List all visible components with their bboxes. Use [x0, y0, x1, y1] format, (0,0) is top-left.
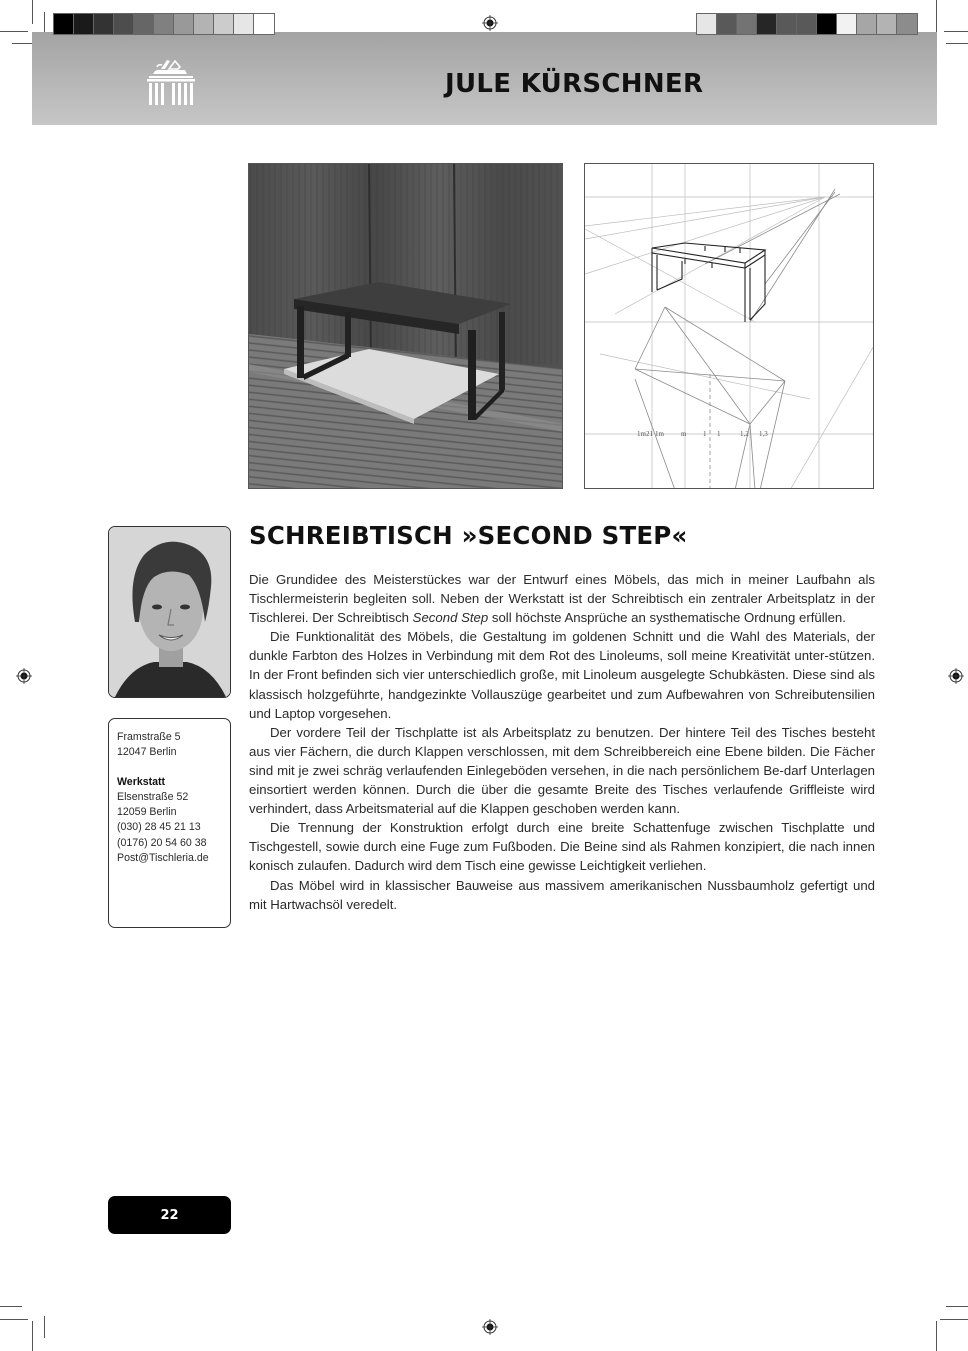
color-swatch	[114, 14, 134, 34]
color-swatch	[857, 14, 877, 34]
svg-text:1,2: 1,2	[740, 430, 749, 438]
phone-landline: (030) 28 45 21 13	[117, 821, 201, 834]
color-swatch	[74, 14, 94, 34]
address-line-2: 12047 Berlin	[117, 746, 177, 759]
perspective-drawing-image	[585, 164, 874, 489]
paragraph-4: Die Trennung der Konstruktion erfolgt durch eine breite Schattenfuge zwischen Tischplatte und Tischgestell, sowie durch eine Fuge zum Fußboden. Die Beine sind als Rahmen konzipiert, die nach innen konisch zulaufen. Dadurch wird dem Tisch eine gewisse Leichtigkeit verliehen.	[249, 820, 875, 874]
crop-mark	[946, 43, 968, 44]
desk-model-photo-image	[249, 164, 563, 489]
color-swatch	[54, 14, 74, 34]
color-swatch	[234, 14, 254, 34]
color-swatch	[214, 14, 234, 34]
color-swatch	[194, 14, 214, 34]
desk-name-italic: Second Step	[412, 610, 489, 626]
color-swatch	[134, 14, 154, 34]
color-swatch	[154, 14, 174, 34]
svg-text:1m21: 1m21	[637, 430, 653, 438]
svg-text:1: 1	[703, 430, 707, 438]
crop-mark	[12, 43, 34, 44]
crop-mark	[0, 1319, 28, 1320]
author-portrait	[108, 526, 231, 698]
paragraph-1: Die Grundidee des Meisterstückes war der Entwurf eines Möbels, das mich in meiner Laufbahn als Tischlermeisterin begleiten soll. Neben der Werkstatt ist der Schreibtisch ein zentraler Arbeitsplatz in der Tischlerei. Der Schreibtisch Second Step soll höchste Ansprüche an systhematische Ordnung erfüllen.	[249, 572, 875, 626]
color-swatch	[877, 14, 897, 34]
color-swatch	[717, 14, 737, 34]
article-title: SCHREIBTISCH »SECOND STEP«	[249, 521, 688, 550]
registration-mark-icon	[482, 1319, 498, 1335]
paragraph-2: Die Funktionalität des Möbels, die Gestaltung im goldenen Schnitt und die Wahl des Materials, der dunkle Farbton des Holzes in Verbindung mit dem Rot des Linoleums, soll meine Kreativität unter-stützen. In der Front befinden sich vier unterschiedlich große, mit Linoleum ausgelegte Schubkästen. Diese sind als klassisch holzgeführte, handgezinkte Vollauszüge gearbeitet und zum Aufbewahren von Schreibutensilien und Laptop vorgesehen.	[249, 629, 875, 721]
paragraph-5: Das Möbel wird in klassischer Bauweise aus massivem amerikanischen Nussbaumholz gefertigt und mit Hartwachsöl veredelt.	[249, 877, 875, 912]
color-swatch	[757, 14, 777, 34]
crop-mark	[936, 0, 937, 34]
desk-model-photo	[248, 163, 563, 489]
colorbar-right	[696, 13, 918, 35]
svg-text:1,3: 1,3	[759, 430, 768, 438]
author-portrait-image	[109, 527, 231, 698]
color-swatch	[737, 14, 757, 34]
svg-text:1: 1	[717, 430, 721, 438]
svg-text:1m: 1m	[655, 430, 664, 438]
brandenburg-gate-plane-icon	[145, 58, 195, 108]
color-swatch	[94, 14, 114, 34]
registration-mark-icon	[16, 668, 32, 684]
color-swatch	[254, 14, 274, 34]
color-swatch	[817, 14, 837, 34]
crop-mark	[936, 1321, 937, 1351]
crop-mark	[940, 1319, 968, 1320]
contact-box	[108, 718, 231, 928]
article-body	[249, 570, 875, 914]
color-swatch	[797, 14, 817, 34]
color-swatch	[174, 14, 194, 34]
svg-text:m: m	[681, 430, 687, 438]
author-name-heading: JULE KÜRSCHNER	[445, 69, 704, 99]
crop-mark	[946, 1306, 968, 1307]
perspective-drawing	[584, 163, 874, 489]
workshop-label: Werkstatt	[117, 776, 166, 789]
page-number-badge	[108, 1196, 231, 1234]
phone-mobile: (0176) 20 54 60 38	[117, 836, 207, 849]
crop-mark	[0, 1306, 22, 1307]
registration-mark-icon	[482, 15, 498, 31]
workshop-line-2: 12059 Berlin	[117, 806, 177, 819]
crop-mark	[944, 31, 968, 32]
registration-mark-icon	[948, 668, 964, 684]
crop-mark	[44, 12, 45, 34]
color-swatch	[777, 14, 797, 34]
page-number: 22	[160, 1207, 179, 1223]
color-swatch	[697, 14, 717, 34]
color-swatch	[897, 14, 917, 34]
workshop-line-1: Elsenstraße 52	[117, 791, 189, 804]
email-link[interactable]: Post@Tischleria.de	[117, 851, 209, 864]
color-swatch	[837, 14, 857, 34]
crop-mark	[44, 1316, 45, 1338]
paragraph-3: Der vordere Teil der Tischplatte ist als Arbeitsplatz zu benutzen. Der hintere Teil des Tisches besteht aus vier Fächern, die durch Klappen verschlossen, mit dem Schreibbereich eine Ebene bilden. Die Fächer sind mit je zwei schräg verlaufenden Einlegeböden versehen, in die nach persönlichem Be-darf Unterlagen einsortiert werden können. Durch die über die gesamte Breite des Tisches verlaufende Griffleiste wird verhindert, dass Arbeitsmaterial auf die Klappen geschoben werden kann.	[249, 724, 875, 817]
address-line-1: Framstraße 5	[117, 731, 181, 743]
crop-mark	[0, 31, 28, 32]
colorbar-left	[53, 13, 275, 35]
crop-mark	[32, 0, 33, 24]
crop-mark	[32, 1321, 33, 1351]
